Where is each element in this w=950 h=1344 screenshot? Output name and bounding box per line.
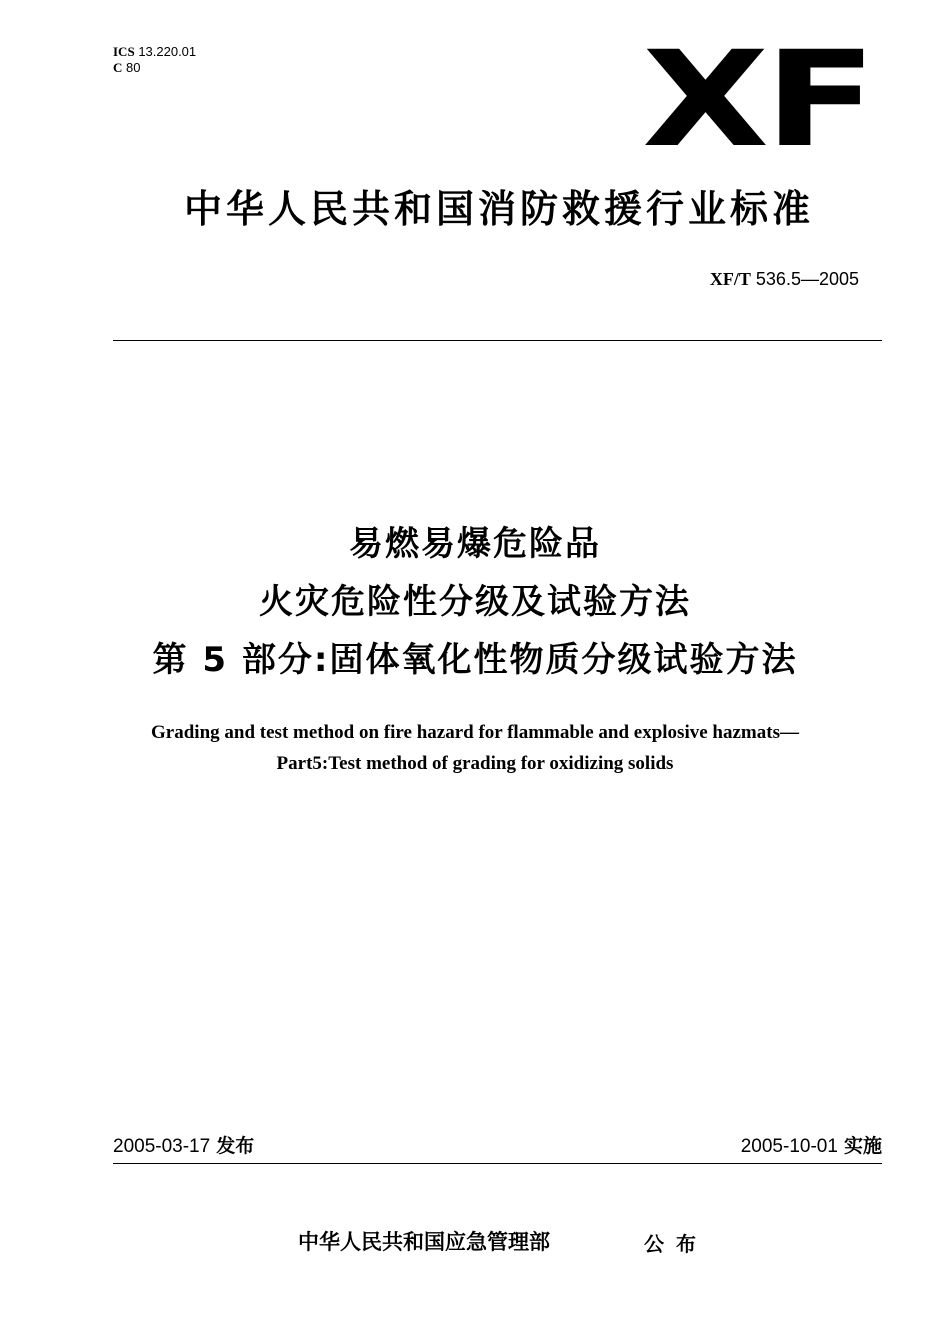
standard-number-value: 536.5—2005 [755,269,859,289]
title-en-line1: Grading and test method on fire hazard for flammable and explosive hazmats— [151,722,799,743]
footer-divider [113,1163,882,1164]
issue-date [113,1134,254,1159]
ccs-line [113,60,196,76]
standard-title: 中华人民共和国消防救援行业标准 [183,187,814,231]
standard-code: XF/T [709,269,751,289]
implement-date-value: 2005-10-01 [740,1136,838,1157]
classification-block [113,44,196,76]
title-cn-line3: 第 5 部分:固体氧化性物质分级试验方法 [152,640,798,680]
issue-date-value: 2005-03-17 [113,1136,211,1157]
implement-label: 实施 [843,1135,882,1157]
publisher-name: 中华人民共和国应急管理部 [298,1230,550,1254]
ics-value: 13.220.01 [138,44,197,59]
ics-label: ICS [113,44,135,59]
title-en-line2: Part5:Test method of grading for oxidizing solids [276,753,674,774]
header-divider [113,340,882,341]
implementation-date [741,1134,882,1159]
ics-line [113,44,196,60]
title-cn-line2: 火灾危险性分级及试验方法 [259,582,691,622]
standard-number [710,268,859,290]
title-cn-line1: 易燃易爆危险品 [349,524,601,564]
issue-label: 发布 [216,1135,255,1157]
ccs-label: C [113,60,123,75]
publish-label: 公布 [644,1232,708,1256]
xf-logo: XF [642,23,872,177]
ccs-value: 80 [126,60,141,75]
